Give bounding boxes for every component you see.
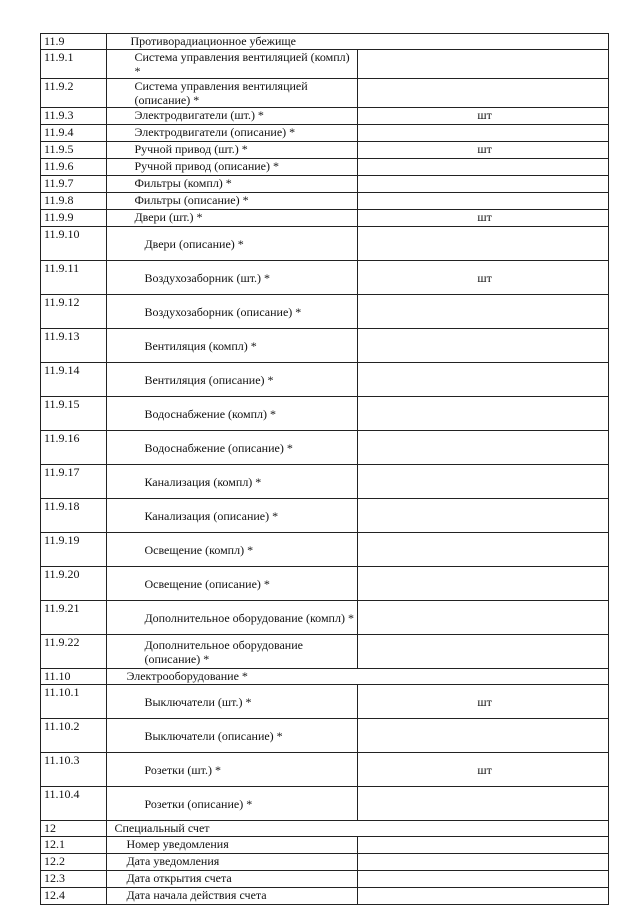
row-number-cell [41, 329, 107, 363]
row-number: 11.9.9 [44, 210, 74, 224]
row-number-cell [41, 193, 107, 210]
row-number: 11.9.22 [44, 635, 80, 649]
row-unit: шт [477, 270, 492, 285]
table-row [41, 669, 609, 685]
row-number-cell [41, 854, 107, 871]
table-row [41, 821, 609, 837]
table-row [41, 50, 609, 79]
row-name-cell [107, 227, 358, 261]
row-number: 11.9.11 [44, 261, 80, 275]
row-number: 11.9.5 [44, 142, 74, 156]
row-number: 12.2 [44, 854, 65, 868]
row-name: Электрооборудование * [126, 669, 248, 683]
table-row [41, 465, 609, 499]
table-row [41, 261, 609, 295]
row-name-cell [107, 108, 358, 125]
table-row [41, 871, 609, 888]
row-number: 12.3 [44, 871, 65, 885]
table-row [41, 533, 609, 567]
row-unit-cell [358, 176, 609, 193]
row-number-cell [41, 837, 107, 854]
row-name: Вентиляция (компл) * [144, 338, 257, 353]
row-number-cell [41, 431, 107, 465]
row-name: Выключатели (описание) * [144, 728, 283, 743]
row-unit-cell [358, 499, 609, 533]
row-number: 11.9.10 [44, 227, 80, 241]
row-unit: шт [477, 762, 492, 777]
row-number: 11.9.18 [44, 499, 80, 513]
row-number-cell [41, 79, 107, 108]
row-name-cell [107, 34, 609, 50]
row-number-cell [41, 295, 107, 329]
row-number-cell [41, 34, 107, 50]
table-row [41, 888, 609, 905]
row-number-cell [41, 635, 107, 669]
row-number: 11.9.14 [44, 363, 80, 377]
row-number: 11.9.13 [44, 329, 80, 343]
table-row [41, 635, 609, 669]
row-unit-cell [358, 567, 609, 601]
row-name-cell [107, 50, 358, 79]
row-name-cell [107, 193, 358, 210]
row-unit-cell [358, 787, 609, 821]
row-name-cell [107, 837, 358, 854]
table-row [41, 431, 609, 465]
row-name: Ручной привод (шт.) * [134, 142, 248, 156]
table-row [41, 227, 609, 261]
row-name: Дата уведомления [126, 854, 220, 868]
row-name-cell [107, 142, 358, 159]
table-row [41, 499, 609, 533]
row-number-cell [41, 159, 107, 176]
row-unit-cell [358, 431, 609, 465]
row-name: Освещение (компл) * [144, 542, 254, 557]
row-number-cell [41, 871, 107, 888]
row-unit-cell [358, 329, 609, 363]
row-unit-cell [358, 295, 609, 329]
table-row [41, 837, 609, 854]
row-number-cell [41, 142, 107, 159]
row-unit-cell [358, 635, 609, 669]
row-unit-cell [358, 837, 609, 854]
row-name-cell [107, 533, 358, 567]
table-row [41, 210, 609, 227]
row-unit-cell [358, 142, 609, 159]
row-name-cell [107, 295, 358, 329]
row-number-cell [41, 261, 107, 295]
row-name: Розетки (шт.) * [144, 762, 221, 777]
row-number: 11.9.12 [44, 295, 80, 309]
form-table-body [41, 34, 609, 905]
row-name: Выключатели (шт.) * [144, 694, 252, 709]
table-row [41, 753, 609, 787]
row-unit-cell [358, 50, 609, 79]
row-number-cell [41, 719, 107, 753]
row-number: 11.9.6 [44, 159, 74, 173]
row-unit-cell [358, 227, 609, 261]
row-name-cell [107, 871, 358, 888]
table-row [41, 295, 609, 329]
row-number-cell [41, 397, 107, 431]
row-number-cell [41, 125, 107, 142]
row-unit-cell [358, 125, 609, 142]
row-name: Розетки (описание) * [144, 796, 253, 811]
row-name-cell [107, 567, 358, 601]
table-row [41, 787, 609, 821]
row-number-cell [41, 176, 107, 193]
row-name: Воздухозаборник (шт.) * [144, 270, 271, 285]
row-number: 11.9.8 [44, 193, 74, 207]
row-name: Канализация (компл) * [144, 474, 262, 489]
table-row [41, 108, 609, 125]
row-name: Дополнительное оборудование (компл) * [144, 610, 354, 625]
table-row [41, 159, 609, 176]
row-unit-cell [358, 363, 609, 397]
row-number-cell [41, 108, 107, 125]
row-name: Дата начала действия счета [126, 888, 267, 902]
row-name: Электродвигатели (шт.) * [134, 108, 264, 122]
row-number-cell [41, 533, 107, 567]
row-name-cell [107, 210, 358, 227]
row-name-cell [107, 669, 609, 685]
table-row [41, 397, 609, 431]
table-row [41, 79, 609, 108]
row-number: 11.9.7 [44, 176, 74, 190]
row-name-cell [107, 821, 609, 837]
row-name-cell [107, 685, 358, 719]
row-unit: шт [477, 210, 492, 224]
row-number: 11.9.19 [44, 533, 80, 547]
row-name: Дата открытия счета [126, 871, 232, 885]
row-number-cell [41, 363, 107, 397]
row-unit-cell [358, 533, 609, 567]
row-number-cell [41, 753, 107, 787]
row-name-cell [107, 719, 358, 753]
row-name-cell [107, 159, 358, 176]
row-unit-cell [358, 871, 609, 888]
row-name-cell [107, 854, 358, 871]
row-number: 11.10.1 [44, 685, 80, 699]
row-unit-cell [358, 601, 609, 635]
row-unit-cell [358, 753, 609, 787]
row-name: Двери (описание) * [144, 236, 244, 251]
row-name: Система управления вентиляцией (компл) * [134, 50, 350, 78]
row-number: 11.9 [44, 34, 65, 48]
row-name-cell [107, 261, 358, 295]
row-number: 12 [44, 821, 56, 835]
row-number-cell [41, 50, 107, 79]
row-name-cell [107, 329, 358, 363]
row-name: Электродвигатели (описание) * [134, 125, 296, 139]
row-name: Фильтры (компл) * [134, 176, 232, 190]
row-number: 11.9.15 [44, 397, 80, 411]
table-row [41, 854, 609, 871]
row-unit-cell [358, 854, 609, 871]
row-unit-cell [358, 685, 609, 719]
row-unit-cell [358, 210, 609, 227]
row-unit-cell [358, 79, 609, 108]
row-name: Номер уведомления [126, 837, 229, 851]
row-name: Противорадиационное убежище [130, 34, 296, 48]
form-table [40, 33, 609, 905]
row-unit-cell [358, 108, 609, 125]
row-unit-cell [358, 159, 609, 176]
row-name-cell [107, 176, 358, 193]
row-number: 11.9.17 [44, 465, 80, 479]
row-number-cell [41, 567, 107, 601]
row-number: 11.10 [44, 669, 71, 683]
row-name-cell [107, 397, 358, 431]
row-name-cell [107, 753, 358, 787]
row-name: Водоснабжение (описание) * [144, 440, 293, 455]
row-number: 11.9.2 [44, 79, 74, 93]
row-number: 11.10.4 [44, 787, 80, 801]
table-row [41, 363, 609, 397]
row-unit-cell [358, 719, 609, 753]
row-number-cell [41, 227, 107, 261]
row-unit: шт [477, 108, 492, 122]
row-number: 11.9.16 [44, 431, 80, 445]
row-name: Водоснабжение (компл) * [144, 406, 277, 421]
row-name: Воздухозаборник (описание) * [144, 304, 302, 319]
row-number-cell [41, 685, 107, 719]
row-name-cell [107, 363, 358, 397]
row-number: 12.4 [44, 888, 65, 902]
row-number: 11.10.3 [44, 753, 80, 767]
row-number: 11.9.1 [44, 50, 74, 64]
row-number-cell [41, 499, 107, 533]
table-row [41, 567, 609, 601]
row-number: 11.9.4 [44, 125, 74, 139]
row-name: Фильтры (описание) * [134, 193, 249, 207]
table-row [41, 601, 609, 635]
table-row [41, 193, 609, 210]
row-unit: шт [477, 142, 492, 156]
row-name-cell [107, 888, 358, 905]
row-name-cell [107, 635, 358, 669]
row-number-cell [41, 821, 107, 837]
row-name: Ручной привод (описание) * [134, 159, 279, 173]
row-number-cell [41, 787, 107, 821]
row-number: 11.9.20 [44, 567, 80, 581]
row-name-cell [107, 125, 358, 142]
table-row [41, 719, 609, 753]
row-unit-cell [358, 193, 609, 210]
row-number-cell [41, 601, 107, 635]
row-number-cell [41, 210, 107, 227]
row-name: Освещение (описание) * [144, 576, 270, 591]
row-name: Канализация (описание) * [144, 508, 279, 523]
row-number: 11.10.2 [44, 719, 80, 733]
row-name: Дополнительное оборудование (описание) * [144, 637, 303, 666]
row-name: Система управления вентиляцией (описание) * [134, 79, 308, 107]
table-row [41, 329, 609, 363]
row-name: Специальный счет [114, 821, 210, 835]
table-row [41, 34, 609, 50]
row-number: 11.9.3 [44, 108, 74, 122]
table-row [41, 125, 609, 142]
row-name-cell [107, 79, 358, 108]
row-name: Вентиляция (описание) * [144, 372, 274, 387]
row-number: 12.1 [44, 837, 65, 851]
table-row [41, 685, 609, 719]
row-name-cell [107, 465, 358, 499]
row-name: Двери (шт.) * [134, 210, 203, 224]
row-number-cell [41, 465, 107, 499]
row-unit-cell [358, 397, 609, 431]
row-name-cell [107, 499, 358, 533]
row-unit-cell [358, 465, 609, 499]
row-number-cell [41, 888, 107, 905]
row-number: 11.9.21 [44, 601, 80, 615]
row-number-cell [41, 669, 107, 685]
row-name-cell [107, 431, 358, 465]
row-unit-cell [358, 261, 609, 295]
row-unit: шт [477, 694, 492, 709]
table-row [41, 142, 609, 159]
table-row [41, 176, 609, 193]
row-unit-cell [358, 888, 609, 905]
row-name-cell [107, 787, 358, 821]
row-name-cell [107, 601, 358, 635]
